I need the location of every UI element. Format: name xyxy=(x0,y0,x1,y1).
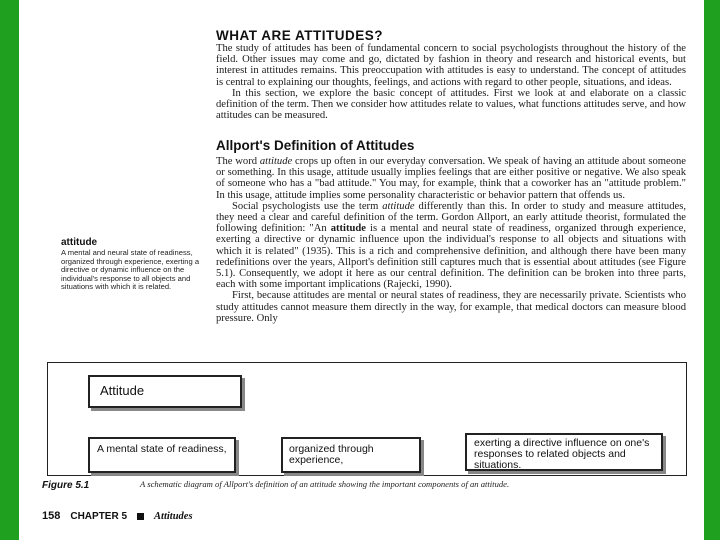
page-number: 158 xyxy=(42,510,61,522)
figure-label: Figure 5.1 xyxy=(42,480,90,491)
attitude-title-box: Attitude xyxy=(88,375,242,408)
margin-glossary-term: attitude xyxy=(61,237,98,248)
intro-paragraph-2: In this section, we explore the basic concept of attitudes. First we look at and elaborate on a classic definition of the term. Then we consider how attitudes relate to values, what functions attitudes serve, and how attitudes can be measured. xyxy=(216,87,686,122)
component-box-organized: organized through experience, xyxy=(281,437,421,473)
figure-caption: A schematic diagram of Allport's definition of an attitude showing the important components of an attitude. xyxy=(140,479,510,489)
chapter-label: CHAPTER 5 xyxy=(70,510,128,522)
text-run: is a mental and neural state of readiness, organized through experience, exerting a directive or dynamic influence upon the individual's response to all objects and situations with which it is related" (1935). This is a rich and comprehensive definition, and although there have been many redefinitions over the years, Allport's definition still captures much that is essential about attitudes (see Figure 5.1). Consequently, we adopt it here as our central definition. The definition can be broken into three parts, each with some important implications (Rajecki, 1990). xyxy=(216,223,686,291)
allport-text xyxy=(216,156,686,356)
chapter-title: Attitudes xyxy=(154,510,193,522)
allport-paragraph-2 xyxy=(216,201,686,291)
intro-text xyxy=(216,43,686,135)
page-footer xyxy=(42,510,193,522)
italic-term: attitude xyxy=(382,200,415,212)
allport-paragraph-1 xyxy=(216,156,686,201)
component-box-mental-state: A mental state of readiness, xyxy=(88,437,236,473)
allport-paragraph-3: First, because attitudes are mental or neural states of readiness, they are necessarily private. Scientists who study attitudes cannot measure them directly in the way, for example, that medical doctors can measure blood pressure. Only xyxy=(216,290,686,324)
intro-paragraph-1: The study of attitudes has been of fundamental concern to social psychologists throughout the history of the field. Other issues may come and go, dictated by fashion in theory and research and historical events, but interest in attitudes remains. This preoccupation with attitudes is easy to understand. The concept of attitudes is central to explaining our thoughts, feelings, and actions with regard to other people, situations, and ideas. xyxy=(216,43,686,88)
text-run: differently than this. In order to study and measure attitudes, they need a clear and careful definition of the term. Gordon Allport, an early attitude theorist, formulated the following definition: "An xyxy=(216,200,686,235)
italic-term: attitude xyxy=(259,156,293,167)
right-green-border xyxy=(704,0,720,540)
figure-5-1-diagram xyxy=(47,362,687,476)
text-run: The word xyxy=(216,156,260,167)
left-green-border xyxy=(0,0,19,540)
subsection-title: Allport's Definition of Attitudes xyxy=(216,138,415,153)
text-run: Social psychologists use the term xyxy=(232,200,383,212)
margin-glossary-definition: A mental and neural state of readiness, organized through experience, exerting a directive or dynamic influence on the individual's response to all objects and situations with which it is related. xyxy=(61,248,200,292)
section-title: WHAT ARE ATTITUDES? xyxy=(216,28,383,43)
bold-term: attitude xyxy=(330,223,366,235)
component-box-directive-influence: exerting a directive influence on one's responses to related objects and situations. xyxy=(465,433,663,471)
square-bullet-icon xyxy=(137,513,144,520)
text-run: crops up often in our everyday conversation. We speak of having an attitude about someone or something. In this usage, attitude usually implies feelings that are either positive or negative. We also speak of someone who has a "bad attitude." You may, for example, think that a coworker has an "attitude problem." In this usage, attitude implies some personality characteristic or behavior pattern that offends us. xyxy=(216,156,686,201)
